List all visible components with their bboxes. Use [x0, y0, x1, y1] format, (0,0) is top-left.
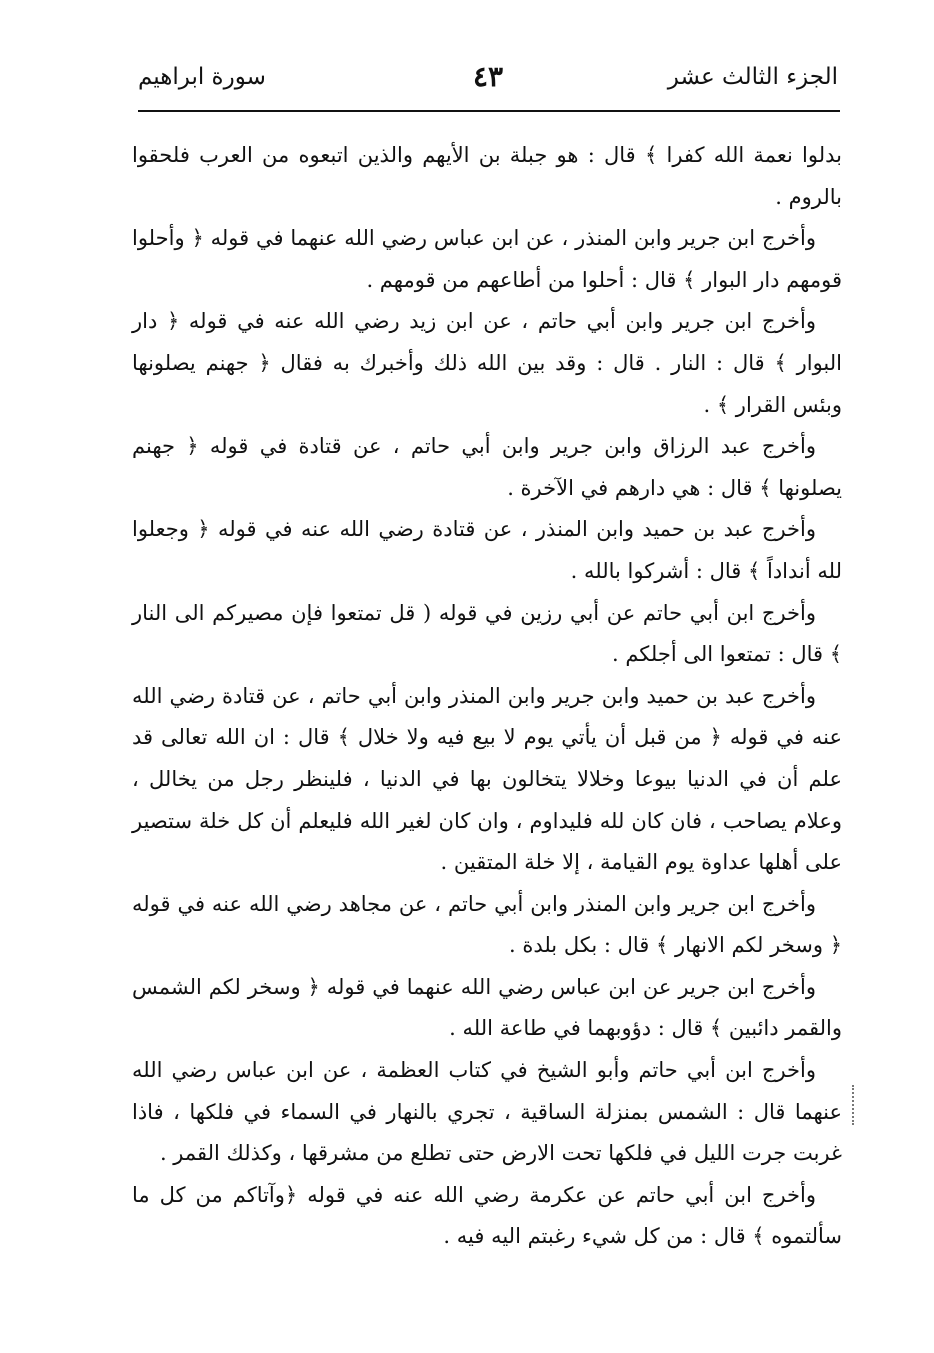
paragraph: وأخرج عبد بن حميد وابن جرير وابن المنذر وابن أبي حاتم ، عن قتادة رضي الله عنه في قوله ﴿ من قبل أن يأتي يوم لا بيع فيه ولا خلال ﴾ قال : ان الله تعالى قد علم أن في الدنيا بيوعا وخلالا يتخالون بها في الدنيا ، فلينظر رجل من يخالل ، وعلام يصاحب ، فان كان لله فليداوم ، وان كان لغير الله فليعلم أن كل خلة ستصير على أهلها عداوة يوم القيامة ، إلا خلة المتقين .	[132, 683, 842, 875]
paragraph: وأخرج ابن أبي حاتم عن عكرمة رضي الله عنه في قوله ﴿وآتاكم من كل ما سألتموه ﴾ قال : من كل شيء رغبتم اليه فيه .	[132, 1182, 842, 1249]
paragraph: وأخرج ابن جرير وابن المنذر وابن أبي حاتم ، عن مجاهد رضي الله عنه في قوله ﴿ وسخر لكم الانهار ﴾ قال : بكل بلدة .	[132, 891, 842, 958]
paragraph: وأخرج عبد الرزاق وابن جرير وابن أبي حاتم ، عن قتادة في قوله ﴿ جهنم يصلونها ﴾ قال : هي دارهم في الآخرة .	[132, 434, 842, 500]
surah-label: سورة ابراهيم	[138, 64, 266, 90]
paragraph: وأخرج عبد بن حميد وابن المنذر ، عن قتادة رضي الله عنه في قوله ﴿ وجعلوا لله أنداداً ﴾ قال : أشركوا بالله .	[132, 517, 842, 583]
paragraph: وأخرج ابن جرير عن ابن عباس رضي الله عنهما في قوله ﴿ وسخر لكم الشمس والقمر دائبين ﴾ قال : دؤوبهما في طاعة الله .	[132, 974, 842, 1041]
part-label: الجزء الثالث عشر	[667, 64, 838, 90]
paragraph: وأخرج ابن أبي حاتم عن أبي رزين في قوله ( قل تمتعوا فإن مصيركم الى النار ﴾ قال : تمتعوا الى أجلكم .	[132, 600, 842, 667]
page-body	[132, 135, 842, 1258]
paragraph: وأخرج ابن جرير وابن المنذر ، عن ابن عباس رضي الله عنهما في قوله ﴿ وأحلوا قومهم دار البوار ﴾ قال : أحلوا من أطاعهم من قومهم .	[132, 226, 842, 292]
paragraph: وأخرج ابن جرير وابن أبي حاتم ، عن ابن زيد رضي الله عنه في قوله ﴿ دار البوار ﴾ قال : النار . قال : وقد بين الله ذلك وأخبرك به فقال ﴿ جهنم يصلونها وبئس القرار ﴾ .	[132, 309, 842, 417]
paragraph: وأخرج ابن أبي حاتم وأبو الشيخ في كتاب العظمة ، عن ابن عباس رضي الله عنهما قال : الشمس بمنزلة الساقية ، تجري بالنهار في السماء في فلكها ، فاذا غربت جرت الليل في فلكها تحت الارض حتى تطلع من مشرقها ، وكذلك القمر .	[132, 1058, 842, 1166]
page-number: ٤٣	[472, 60, 504, 93]
paragraph: بدلوا نعمة الله كفرا ﴾ قال : هو جبلة بن الأيهم والذين اتبعوه من العرب فلحقوا بالروم .	[132, 143, 842, 209]
margin-scan-mark	[852, 1085, 856, 1125]
page-header	[138, 58, 838, 108]
header-divider	[138, 110, 840, 112]
